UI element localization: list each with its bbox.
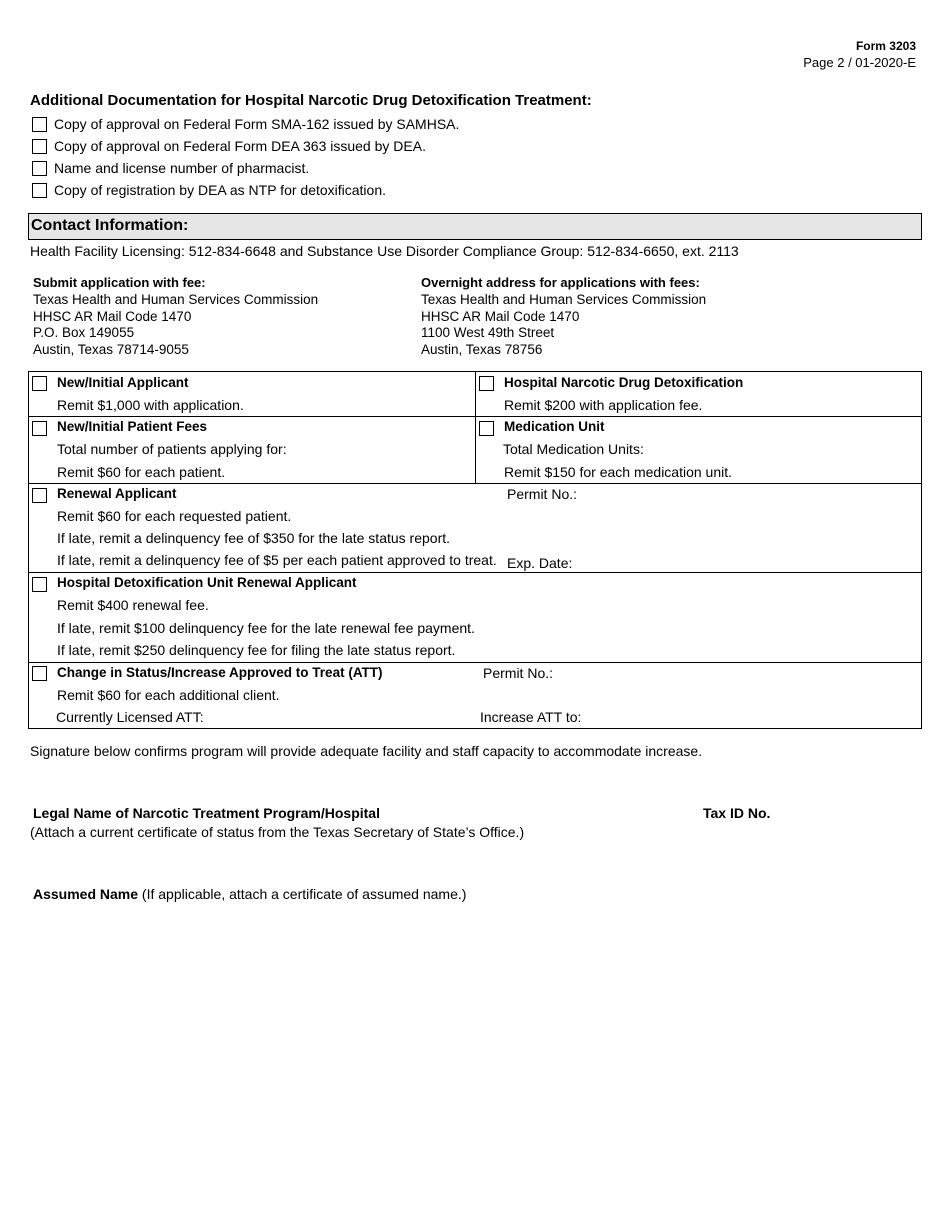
doc-item-dea-ntp: Copy of registration by DEA as NTP for detoxification.	[54, 182, 387, 198]
renewal-exp-label: Exp. Date:	[507, 555, 573, 571]
assumed-name-note: (If applicable, attach a certificate of assumed name.)	[138, 886, 467, 902]
medication-unit-label: Medication Unit	[504, 419, 605, 434]
submit-line: Austin, Texas 78714-9055	[33, 342, 189, 357]
overnight-line: HHSC AR Mail Code 1470	[421, 309, 580, 324]
doc-item-sma162: Copy of approval on Federal Form SMA-162 issued by SAMHSA.	[54, 116, 460, 132]
contact-phones: Health Facility Licensing: 512-834-6648 and Substance Use Disorder Compliance Group: 512-834-6650, ext. 2113	[30, 243, 739, 259]
patient-count-label: Total number of patients applying for:	[57, 441, 287, 457]
fee-table-divider	[475, 371, 476, 483]
patient-fees-checkbox[interactable]	[32, 421, 47, 436]
doc-item-pharmacist: Name and license number of pharmacist.	[54, 160, 310, 176]
renewal-checkbox[interactable]	[32, 488, 47, 503]
increase-att-label: Increase ATT to:	[480, 709, 582, 725]
doc-checkbox-sma162[interactable]	[32, 117, 47, 132]
change-status-label: Change in Status/Increase Approved to Treat (ATT)	[57, 665, 383, 680]
submit-line: HHSC AR Mail Code 1470	[33, 309, 192, 324]
hospital-detox-checkbox[interactable]	[479, 376, 494, 391]
row-divider	[28, 483, 922, 484]
overnight-line: Austin, Texas 78756	[421, 342, 543, 357]
medication-unit-count-label: Total Medication Units:	[503, 441, 644, 457]
hospital-renewal-label: Hospital Detoxification Unit Renewal Applicant	[57, 575, 357, 590]
new-initial-fee: Remit $1,000 with application.	[57, 397, 244, 413]
renewal-label: Renewal Applicant	[57, 486, 177, 501]
submit-heading: Submit application with fee:	[33, 275, 206, 290]
hospital-detox-label: Hospital Narcotic Drug Detoxification	[504, 375, 744, 390]
hospital-renewal-checkbox[interactable]	[32, 577, 47, 592]
additional-docs-title: Additional Documentation for Hospital Narcotic Drug Detoxification Treatment:	[30, 92, 592, 109]
contact-header-bar	[28, 213, 922, 240]
patient-fees-label: New/Initial Patient Fees	[57, 419, 208, 434]
hospital-renewal-late-report-fee: If late, remit $250 delinquency fee for filing the late status report.	[57, 642, 456, 658]
legal-attach-note: (Attach a current certificate of status from the Texas Secretary of State’s Office.)	[30, 824, 525, 840]
overnight-line: 1100 West 49th Street	[421, 325, 555, 340]
patient-fee: Remit $60 for each patient.	[57, 464, 226, 480]
medication-unit-checkbox[interactable]	[479, 421, 494, 436]
overnight-heading: Overnight address for applications with fees:	[421, 275, 700, 290]
renewal-permit-label: Permit No.:	[507, 486, 578, 502]
page-info: Page 2 / 01-2020-E	[803, 55, 916, 70]
currently-licensed-att-label: Currently Licensed ATT:	[56, 709, 204, 725]
change-status-checkbox[interactable]	[32, 666, 47, 681]
row-divider	[28, 662, 922, 663]
doc-item-dea363: Copy of approval on Federal Form DEA 363 issued by DEA.	[54, 138, 426, 154]
doc-checkbox-dea363[interactable]	[32, 139, 47, 154]
overnight-line: Texas Health and Human Services Commission	[421, 292, 707, 307]
change-status-permit-label: Permit No.:	[483, 665, 554, 681]
signature-note: Signature below confirms program will provide adequate facility and staff capacity to accommodate increase.	[30, 743, 703, 759]
new-initial-checkbox[interactable]	[32, 376, 47, 391]
new-initial-label: New/Initial Applicant	[57, 375, 189, 390]
hospital-renewal-late-fee: If late, remit $100 delinquency fee for the late renewal fee payment.	[57, 620, 475, 636]
hospital-detox-fee: Remit $200 with application fee.	[504, 397, 703, 413]
renewal-late-fee: If late, remit a delinquency fee of $350 for the late status report.	[57, 530, 451, 546]
medication-unit-fee: Remit $150 for each medication unit.	[504, 464, 733, 480]
doc-checkbox-dea-ntp[interactable]	[32, 183, 47, 198]
renewal-late-patient-fee: If late, remit a delinquency fee of $5 per each patient approved to treat.	[57, 552, 497, 568]
contact-title: Contact Information:	[31, 217, 189, 234]
submit-line: P.O. Box 149055	[33, 325, 135, 340]
assumed-name-label: Assumed Name	[33, 886, 139, 902]
form-number: Form 3203	[855, 39, 916, 53]
row-divider	[28, 572, 922, 573]
legal-name-label: Legal Name of Narcotic Treatment Program/Hospital	[33, 805, 380, 821]
row-divider	[28, 416, 922, 417]
doc-checkbox-pharmacist[interactable]	[32, 161, 47, 176]
submit-line: Texas Health and Human Services Commission	[33, 292, 319, 307]
hospital-renewal-fee: Remit $400 renewal fee.	[57, 597, 209, 613]
renewal-fee: Remit $60 for each requested patient.	[57, 508, 292, 524]
change-status-fee: Remit $60 for each additional client.	[57, 687, 280, 703]
assumed-name-row	[33, 886, 466, 902]
tax-id-label: Tax ID No.	[703, 805, 771, 821]
